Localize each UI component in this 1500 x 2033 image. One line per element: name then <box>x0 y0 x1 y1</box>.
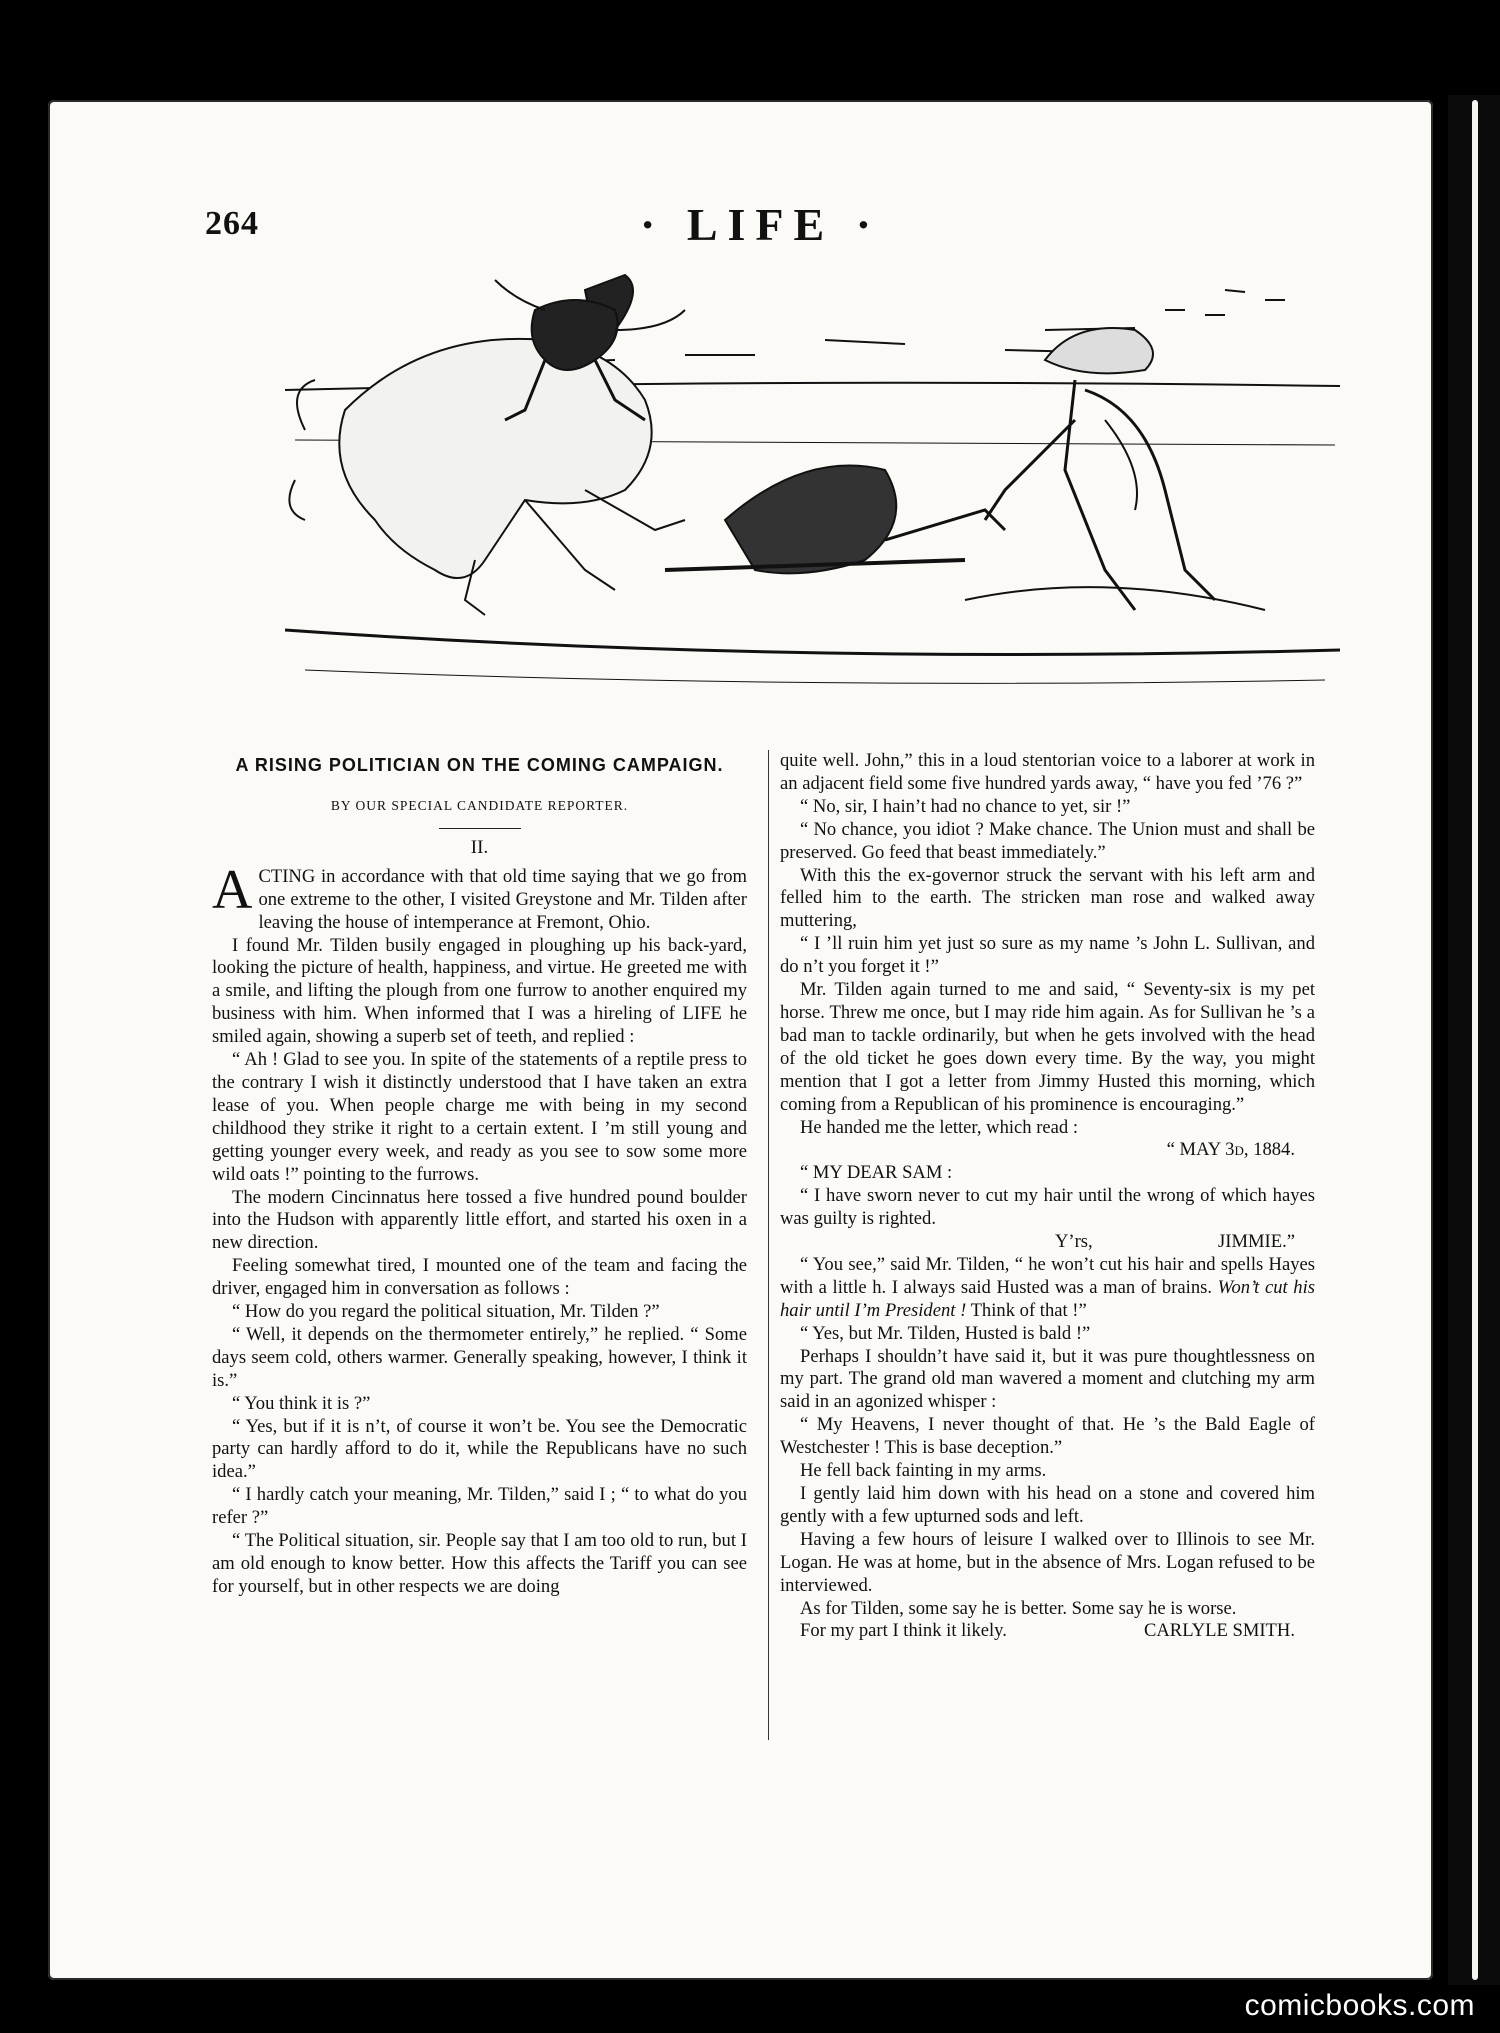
paragraph: Mr. Tilden again turned to me and said, “ Seventy-six is my pet horse. Threw me once, but I may ride him again. As for Sullivan he ’s a bad man to tackle ordinarily, but when he gets involved with the head of the old ticket he goes down every time. By the way, you might mention that I got a letter from Jimmy Husted this morning, which coming from a Republican of his prominence is encouraging.” <box>780 979 1315 1115</box>
drop-cap: A <box>212 858 253 921</box>
plowing-cartoon-illustration <box>285 270 1340 690</box>
paragraph: I gently laid him down with his head on a stone and covered him gently with a few upturned sods and left. <box>780 1483 1315 1527</box>
paragraph: “ No, sir, I hain’t had no chance to yet, sir !” <box>800 795 1131 817</box>
italic-quote: Won’t cut his hair until I’m President ! <box>780 1276 1315 1321</box>
part-number: II. <box>470 836 489 858</box>
paragraph: He fell back fainting in my arms. <box>800 1460 1047 1482</box>
paragraph: With this the ex-governor struck the servant with his left arm and felled him to the earth. The stricken man rose and walked away muttering, <box>780 864 1315 932</box>
paragraph: “ My Heavens, I never thought of that. He ’s the Bald Eagle of Westchester ! This is base deception.” <box>780 1414 1315 1459</box>
column-divider <box>768 750 769 1740</box>
letter-signature: JIMMIE.” <box>1218 1231 1295 1253</box>
paragraph: Perhaps I shouldn’t have said it, but it was pure thoughtlessness on my part. The grand old man wavered a moment and clutching my arm said in an agonized whisper : <box>780 1345 1315 1413</box>
article-byline: BY OUR SPECIAL CANDIDATE REPORTER. <box>330 798 629 813</box>
paragraph: Having a few hours of leisure I walked over to Illinois to see Mr. Logan. He was at home, but in the absence of Mrs. Logan refused to be interviewed. <box>780 1528 1315 1596</box>
article-title: A RISING POLITICIAN ON THE COMING CAMPAIGN. <box>235 755 724 775</box>
paragraph: “ You think it is ?” <box>232 1392 371 1414</box>
paragraph: “ I hardly catch your meaning, Mr. Tilden,” said I ; “ to what do you refer ?” <box>212 1484 747 1529</box>
byline-divider <box>439 828 521 829</box>
paragraph: I found Mr. Tilden busily engaged in ploughing up his back-yard, looking the picture of health, happiness, and virtue. He greeted me with a smile, and lifting the plough from one furrow to another enquired my business with him. When informed that I was a hireling of LIFE he smiled again, showing a superb set of teeth, and replied : <box>212 934 747 1048</box>
closing-line <box>780 1620 1315 1643</box>
paragraph: quite well. John,” this in a loud stentorian voice to a laborer at work in an adjacent field some five hundred yards away, “ have you fed ’76 ?” <box>780 750 1315 794</box>
paragraph: ACTING in accordance with that old time saying that we go from one extreme to the other, I visited Greystone and Mr. Tilden after leaving the house of intemperance at Fremont, Ohio. <box>212 858 747 933</box>
letter-salutation: “ MY DEAR SAM : <box>800 1162 953 1184</box>
article-column-left <box>212 750 747 1599</box>
masthead-title: · LIFE · <box>640 199 882 250</box>
next-page-edge <box>1472 100 1478 1980</box>
watermark: comicbooks.com <box>1244 1989 1475 2022</box>
letter-closing-left: Y’rs, <box>1055 1231 1093 1253</box>
paragraph: The modern Cincinnatus here tossed a five hundred pound boulder into the Hudson with apparently little effort, and started his oxen in a new direction. <box>212 1186 747 1254</box>
letter-closing <box>780 1231 1315 1254</box>
article-column-right <box>780 750 1315 1643</box>
paragraph: “ No chance, you idiot ? Make chance. The Union must and shall be preserved. Go feed that beast immediately.” <box>780 818 1315 863</box>
paragraph: “ How do you regard the political situation, Mr. Tilden ?” <box>232 1301 660 1323</box>
paragraph: Feeling somewhat tired, I mounted one of the team and facing the driver, engaged him in conversation as follows : <box>212 1255 747 1300</box>
paragraph: As for Tilden, some say he is better. Some say he is worse. <box>800 1597 1237 1619</box>
paragraph: He handed me the letter, which read : <box>800 1116 1079 1138</box>
letter-body: “ I have sworn never to cut my hair until the wrong of which hayes was guilty is righted. <box>780 1185 1315 1230</box>
paragraph: For my part I think it likely. <box>800 1620 1007 1642</box>
paragraph: “ Ah ! Glad to see you. In spite of the statements of a reptile press to the contrary I wish it distinctly understood that I have taken an extra lease of you. When people charge me with being in my second childhood they strike it right to a certain extent. I ’m still young and getting younger every week, and ready as you see to sow some more wild oats !” pointing to the furrows. <box>212 1049 747 1185</box>
paragraph: “ Well, it depends on the thermometer entirely,” he replied. “ Some days seem cold, others warmer. Generally speaking, however, I think it is.” <box>212 1323 747 1391</box>
page-number: 264 <box>205 205 259 242</box>
paragraph: “ You see,” said Mr. Tilden, “ he won’t cut his hair and spells Hayes with a little h. I always said Husted was a man of brains. Won’t cut his hair until I’m President ! Think of that !” <box>780 1253 1315 1321</box>
author-signature: CARLYLE SMITH. <box>1143 1620 1295 1642</box>
letter-date: “ MAY 3d, 1884. <box>1166 1139 1295 1161</box>
paragraph: “ The Political situation, sir. People say that I am too old to run, but I am old enough to know better. How this affects the Tariff you can see for yourself, but in other respects we are doing <box>212 1530 747 1597</box>
paragraph: “ Yes, but Mr. Tilden, Husted is bald !” <box>800 1322 1091 1344</box>
paragraph: “ I ’ll ruin him yet just so sure as my name ’s John L. Sullivan, and do n’t you forget it !” <box>780 933 1315 978</box>
paragraph: “ Yes, but if it is n’t, of course it won’t be. You see the Democratic party can hardly afford to do it, while the Republicans have no such idea.” <box>212 1415 747 1483</box>
